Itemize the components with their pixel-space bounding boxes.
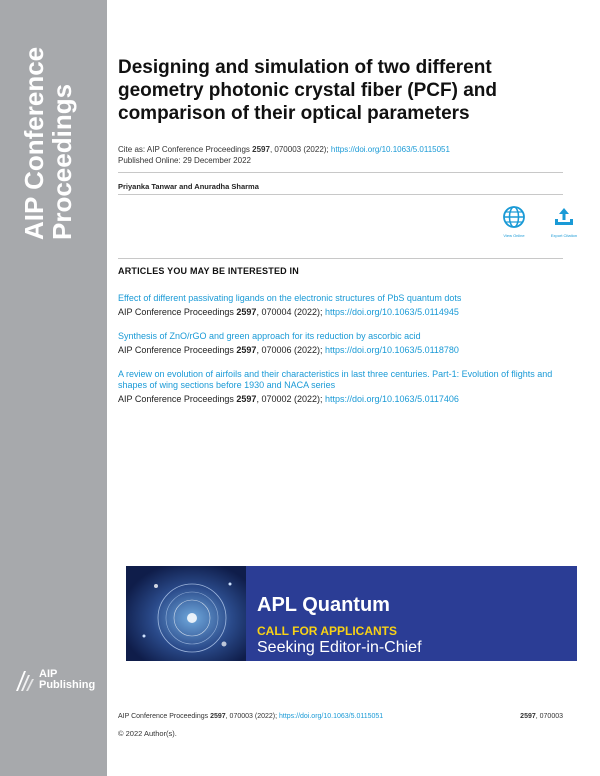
paper-title: Designing and simulation of two different geometry photonic crystal fiber (PCF) and comparison of their optical parameters [118, 57, 497, 124]
export-citation-label: Export Citation [550, 233, 578, 238]
related-article-citation: AIP Conference Proceedings 2597, 070002 (2022); https://doi.org/10.1063/5.0117406 [118, 394, 459, 404]
related-article-doi[interactable]: https://doi.org/10.1063/5.0117406 [325, 394, 459, 404]
citation-volume: 2597 [252, 145, 270, 154]
banner-call-to-action: CALL FOR APPLICANTS [257, 624, 397, 638]
doi-link[interactable]: https://doi.org/10.1063/5.0115051 [330, 145, 450, 154]
related-articles-heading: ARTICLES YOU MAY BE INTERESTED IN [118, 266, 299, 276]
journal-name-line1: AIP Conference [19, 46, 49, 240]
citation-prefix: Cite as: AIP Conference Proceedings [118, 145, 253, 154]
aip-logo-icon [14, 667, 36, 693]
divider [118, 258, 563, 259]
related-article [118, 369, 563, 405]
citation-line [118, 145, 450, 155]
globe-icon [502, 205, 526, 229]
aip-publishing-logo[interactable] [14, 667, 95, 693]
footer-volume: 2597 [210, 713, 226, 720]
sidebar [0, 0, 107, 776]
banner-artwork [126, 566, 246, 661]
aip-logo-line2: Publishing [39, 679, 96, 691]
banner-subtitle: Seeking Editor-in-Chief [257, 639, 422, 656]
related-article-title[interactable]: Synthesis of ZnO/rGO and green approach for its reduction by ascorbic acid [118, 331, 421, 341]
related-article-doi[interactable]: https://doi.org/10.1063/5.0118780 [325, 345, 459, 355]
footer-rest: , 070003 (2022); [225, 713, 279, 720]
related-article-citation: AIP Conference Proceedings 2597, 070004 (2022); https://doi.org/10.1063/5.0114945 [118, 307, 459, 317]
related-article-citation: AIP Conference Proceedings 2597, 070006 (2022); https://doi.org/10.1063/5.0118780 [118, 345, 459, 355]
divider [118, 194, 563, 195]
export-icon [552, 205, 576, 229]
footer-page-number: 2597, 070003 [520, 713, 563, 720]
export-citation-button[interactable] [544, 205, 584, 238]
copyright: © 2022 Author(s). [118, 729, 177, 738]
footer-journal: AIP Conference Proceedings [118, 713, 211, 720]
page-footer [118, 713, 563, 720]
journal-name-line2: Proceedings [47, 83, 77, 240]
apl-quantum-banner[interactable] [126, 566, 577, 661]
related-article-doi[interactable]: https://doi.org/10.1063/5.0114945 [325, 307, 459, 317]
related-article-title[interactable]: A review on evolution of airfoils and their characteristics in last three centuries. Part-1: Evolution of flights and shapes of wing sections before 1930 and NACA series [118, 369, 553, 390]
authors: Priyanka Tanwar and Anuradha Sharma [118, 182, 259, 191]
divider [118, 172, 563, 173]
journal-name [20, 47, 76, 240]
aip-logo-line1: AIP [39, 668, 58, 680]
related-article [118, 331, 563, 356]
banner-title: APL Quantum [257, 594, 390, 616]
view-online-button[interactable] [494, 205, 534, 238]
citation-rest: , 070003 (2022); [269, 145, 331, 154]
footer-doi-link[interactable]: https://doi.org/10.1063/5.0115051 [279, 713, 384, 720]
related-article [118, 293, 563, 318]
view-online-label: View Online [503, 233, 525, 238]
published-date: Published Online: 29 December 2022 [118, 156, 251, 165]
aip-logo-text [39, 669, 95, 691]
related-article-title[interactable]: Effect of different passivating ligands on the electronic structures of PbS quantum dots [118, 293, 462, 303]
